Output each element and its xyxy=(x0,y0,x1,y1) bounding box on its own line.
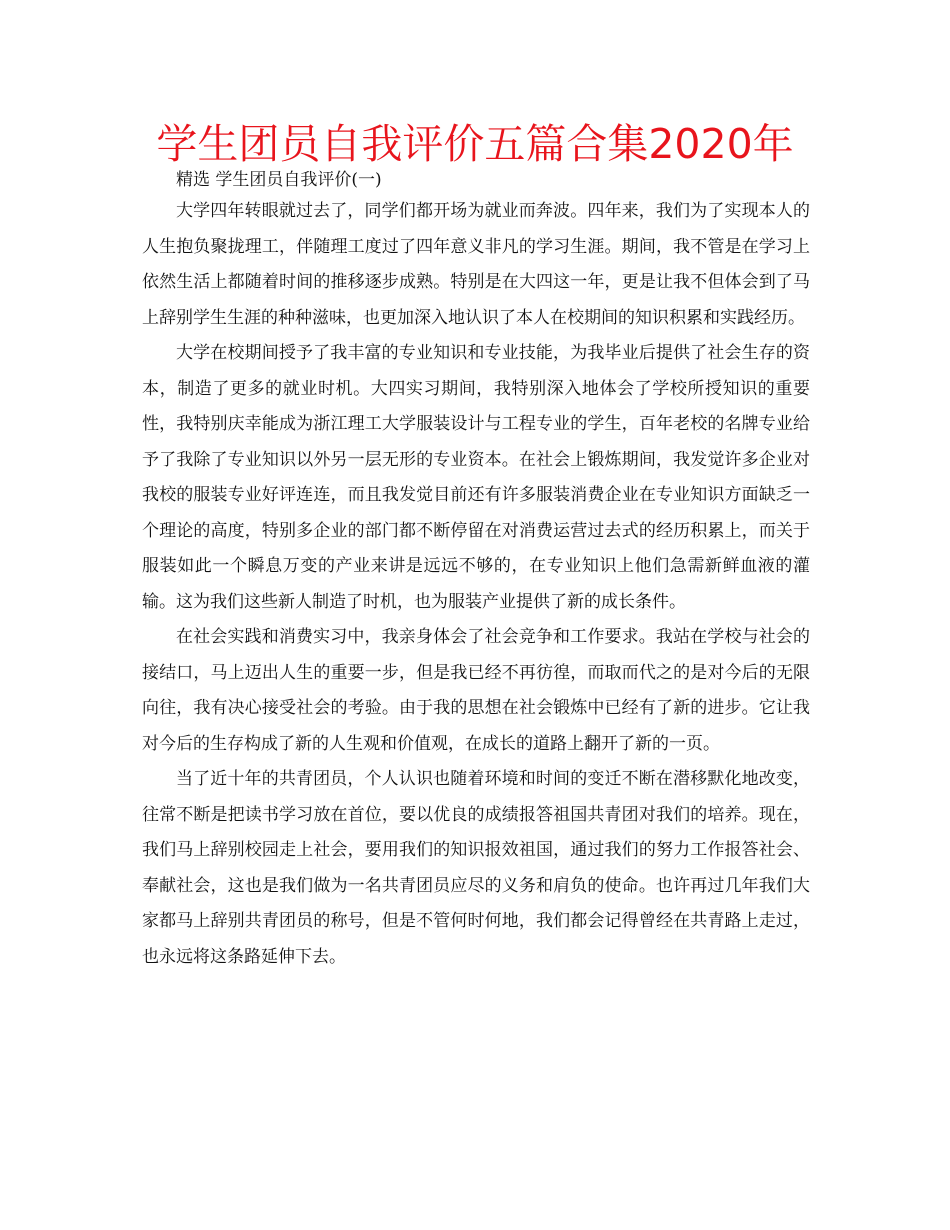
paragraph-2: 大学在校期间授予了我丰富的专业知识和专业技能，为我毕业后提供了社会生存的资本，制造了更多的就业时机。大四实习期间，我特别深入地体会了学校所授知识的重要性，我特别庆幸能成为浙江理工大学服装设计与工程专业的学生，百年老校的名牌专业给予了我除了专业知识以外另一层无形的专业资本。在社会上锻炼期间，我发觉许多企业对我校的服装专业好评连连，而且我发觉目前还有许多服装消费企业在专业知识方面缺乏一个理论的高度，特别多企业的部门都不断停留在对消费运营过去式的经历积累上，而关于服装如此一个瞬息万变的产业来讲是远远不够的，在专业知识上他们急需新鲜血液的灌输。这为我们这些新人制造了时机，也为服装产业提供了新的成长条件。 xyxy=(142,343,810,612)
document-body xyxy=(142,166,810,975)
paragraph-1: 大学四年转眼就过去了，同学们都开场为就业而奔波。四年来，我们为了实现本人的人生抱负聚拢理工，伴随理工度过了四年意义非凡的学习生涯。期间，我不管是在学习上依然生活上都随着时间的推移逐步成熟。特别是在大四这一年，更是让我不但体会到了马上辞别学生生涯的种种滋味，也更加深入地认识了本人在校期间的知识积累和实践经历。 xyxy=(142,201,810,328)
section-subtitle: 精选 学生团员自我评价(一) xyxy=(176,170,382,190)
paragraph-3: 在社会实践和消费实习中，我亲身体会了社会竞争和工作要求。我站在学校与社会的接结口，马上迈出人生的重要一步，但是我已经不再彷徨，而取而代之的是对今后的无限向往，我有决心接受社会的考验。由于我的思想在社会锻炼中已经有了新的进步。它让我对今后的生存构成了新的人生观和价值观，在成长的道路上翻开了新的一页。 xyxy=(142,627,810,754)
document-title: 学生团员自我评价五篇合集2020年 xyxy=(156,120,794,168)
paragraph-4: 当了近十年的共青团员，个人认识也随着环境和时间的变迁不断在潜移默化地改变，往常不断是把读书学习放在首位，要以优良的成绩报答祖国共青团对我们的培养。现在，我们马上辞别校园走上社会，要用我们的知识报效祖国，通过我们的努力工作报答社会、奉献社会，这也是我们做为一名共青团员应尽的义务和肩负的使命。也许再过几年我们大家都马上辞别共青团员的称号，但是不管何时何地，我们都会记得曾经在共青路上走过，也永远将这条路延伸下去。 xyxy=(142,769,810,967)
